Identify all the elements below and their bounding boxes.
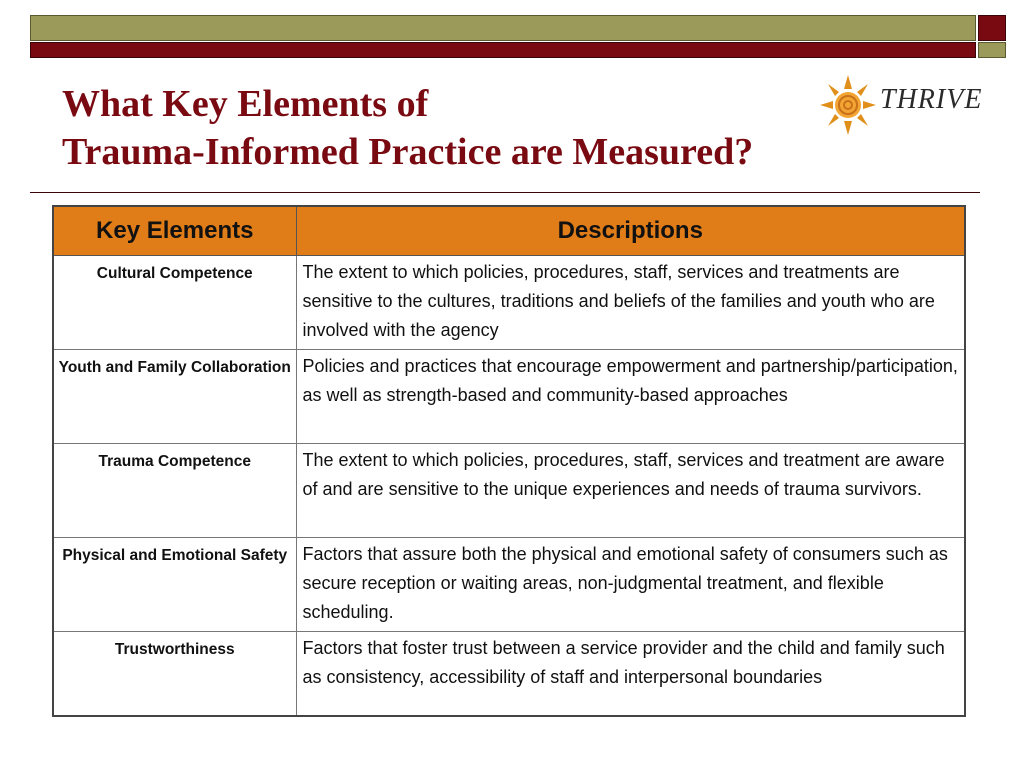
title-line-2: Trauma-Informed Practice are Measured?	[62, 131, 754, 173]
description-cell: The extent to which policies, procedures, staff, services and treatment are aware of and are sensitive to the unique experiences and needs of trauma survivors.	[296, 444, 965, 538]
red-bar	[30, 42, 976, 58]
description-cell: Factors that foster trust between a service provider and the child and family such as consistency, accessibility of staff and interpersonal boundaries	[296, 632, 965, 716]
table-row	[53, 444, 965, 538]
element-cell: Trustworthiness	[53, 632, 296, 716]
description-cell: Policies and practices that encourage empowerment and partnership/participation, as well as strength-based and community-based approaches	[296, 350, 965, 444]
element-cell: Physical and Emotional Safety	[53, 538, 296, 632]
thrive-logo	[818, 66, 990, 146]
olive-bar	[30, 15, 976, 41]
table-row	[53, 632, 965, 716]
logo-text: THRIVE	[880, 84, 983, 115]
description-cell: Factors that assure both the physical and emotional safety of consumers such as secure reception or waiting areas, non-judgmental treatment, and flexible scheduling.	[296, 538, 965, 632]
table-row	[53, 350, 965, 444]
slide-title	[62, 80, 753, 176]
table-header-row	[53, 206, 965, 256]
header-key-elements: Key Elements	[53, 206, 296, 256]
red-square	[978, 15, 1006, 41]
olive-square	[978, 42, 1006, 58]
description-cell: The extent to which policies, procedures, staff, services and treatments are sensitive to the cultures, traditions and beliefs of the families and youth who are involved with the agency	[296, 256, 965, 350]
element-cell: Youth and Family Collaboration	[53, 350, 296, 444]
sun-icon	[818, 70, 878, 140]
elements-table-container	[52, 205, 964, 717]
decorative-top-bars	[30, 15, 1006, 59]
table-row	[53, 256, 965, 350]
header-descriptions: Descriptions	[296, 206, 965, 256]
title-divider	[30, 192, 980, 193]
element-cell: Trauma Competence	[53, 444, 296, 538]
title-line-1: What Key Elements of	[62, 83, 429, 125]
elements-table	[52, 205, 966, 717]
element-cell: Cultural Competence	[53, 256, 296, 350]
table-row	[53, 538, 965, 632]
